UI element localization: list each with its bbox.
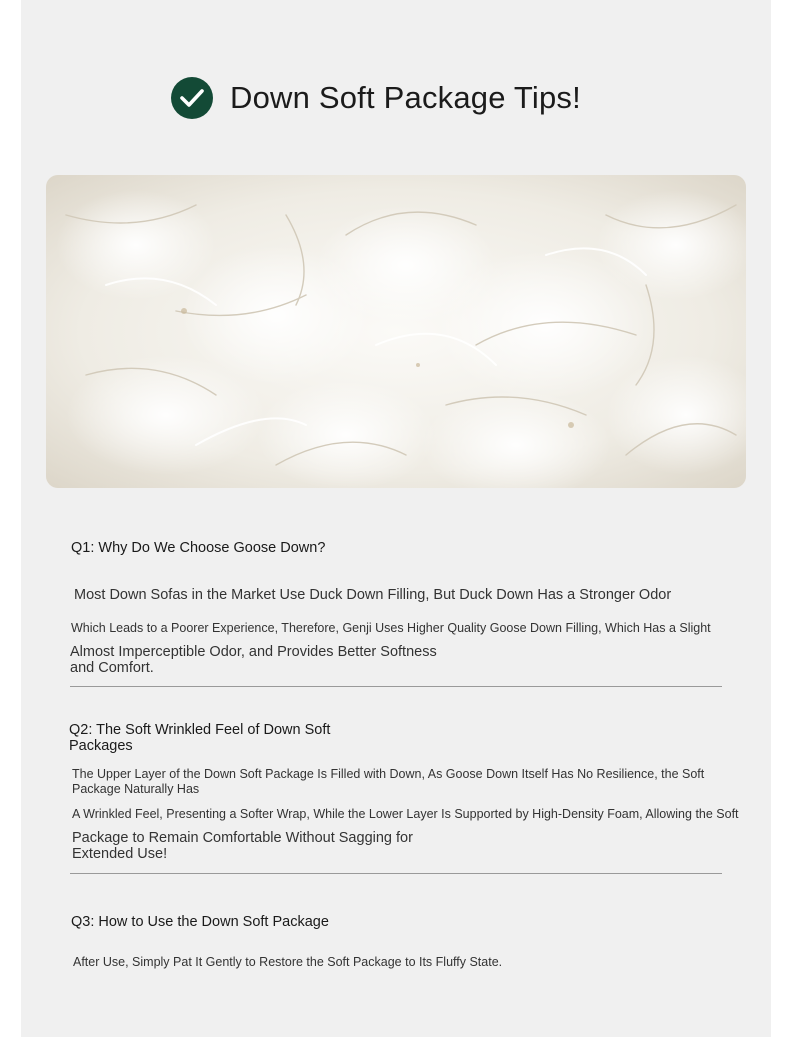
page-background	[21, 0, 771, 1037]
faq-answer-1-line-2: Which Leads to a Poorer Experience, Therefore, Genji Uses Higher Quality Goose Down Filling, Which Has a Slight	[71, 621, 711, 635]
divider	[70, 686, 722, 687]
faq-answer-1-line-3: Almost Imperceptible Odor, and Provides Better Softness and Comfort.	[70, 644, 437, 676]
faq-answer-1-line-1: Most Down Sofas in the Market Use Duck Down Filling, But Duck Down Has a Stronger Odor	[74, 587, 672, 603]
divider	[70, 873, 722, 874]
feathers-photo	[46, 175, 746, 488]
faq-answer-2-line-3: Package to Remain Comfortable Without Sagging for Extended Use!	[72, 830, 413, 862]
faq-question-2: Q2: The Soft Wrinkled Feel of Down Soft Packages	[69, 722, 331, 754]
faq-question-1: Q1: Why Do We Choose Goose Down?	[71, 540, 326, 556]
faq-question-3: Q3: How to Use the Down Soft Package	[71, 914, 329, 930]
check-circle-icon	[171, 77, 213, 119]
page-title: Down Soft Package Tips!	[230, 80, 581, 115]
faq-answer-2-line-2: A Wrinkled Feel, Presenting a Softer Wrap, While the Lower Layer Is Supported by High-Density Foam, Allowing the Soft	[72, 807, 739, 821]
title-row	[171, 76, 581, 120]
faq-answer-2-line-1: The Upper Layer of the Down Soft Package Is Filled with Down, As Goose Down Itself Has No Resilience, the Soft Package Naturally Has	[72, 767, 705, 796]
faq-answer-3-line-1: After Use, Simply Pat It Gently to Restore the Soft Package to Its Fluffy State.	[73, 955, 503, 969]
